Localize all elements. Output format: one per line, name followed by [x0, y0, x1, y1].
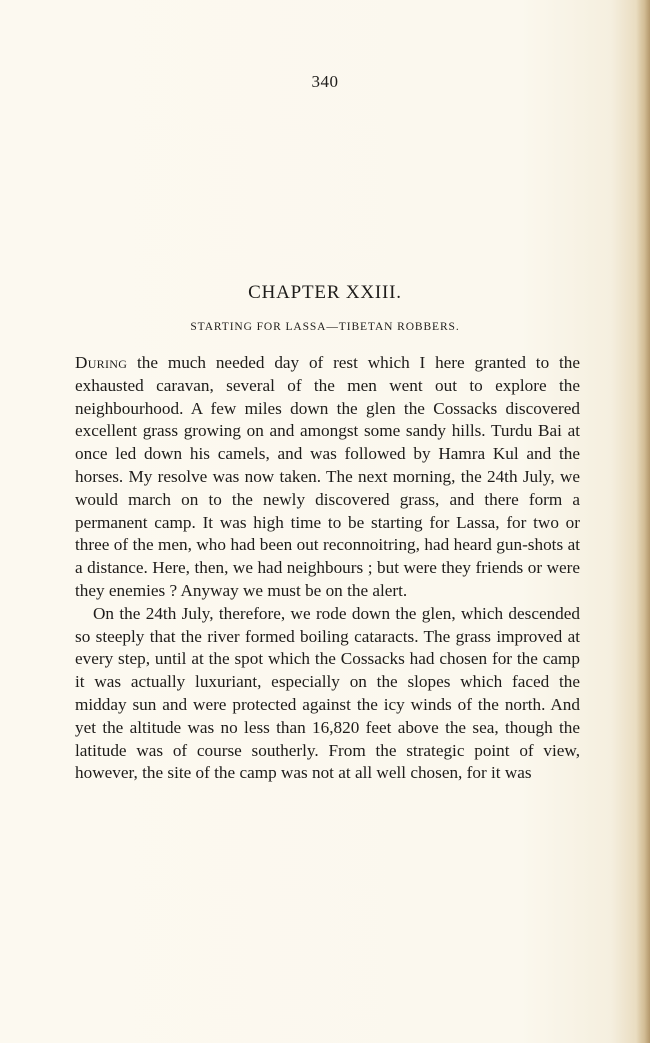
page-number: 340	[311, 72, 339, 91]
chapter-subtitle: STARTING FOR LASSA—TIBETAN ROBBERS.	[190, 321, 460, 333]
body-text	[75, 352, 580, 785]
paragraph-1-text: the much needed day of rest which I here granted to the exhausted caravan, several of the men went out to explore the neighbourhood. A few miles down the glen the Cossacks discovered excellent grass growing on and amongst some sandy hills. Turdu Bai at once led down his camels, and was followed by Hamra Kul and the horses. My resolve was now taken. The next morning, the 24th July, we would march on to the newly discovered grass, and there form a permanent camp. It was high time to be starting for Lassa, for two or three of the men, who had been out reconnoitring, had heard gun-shots at a distance. Here, then, we had neighbours ; but were they friends or were they enemies ? Anyway we must be on the alert.	[75, 353, 580, 600]
page-edge-shadow	[636, 0, 650, 1043]
paragraph-2	[75, 603, 580, 785]
paragraph-2-text: On the 24th July, therefore, we rode down the glen, which descended so steeply that the river formed boiling cataracts. The grass improved at every step, until at the spot which the Cossacks had chosen for the camp it was actually luxuriant, especially on the slopes which faced the midday sun and were protected against the icy winds of the north. And yet the altitude was no less than 16,820 feet above the sea, though the latitude was of course southerly. From the strategic point of view, however, the site of the camp was not at all well chosen, for it was	[75, 603, 580, 783]
paragraph-lead-word: During	[75, 353, 128, 372]
paragraph-1	[75, 352, 580, 603]
chapter-title: CHAPTER XXIII.	[248, 282, 402, 303]
